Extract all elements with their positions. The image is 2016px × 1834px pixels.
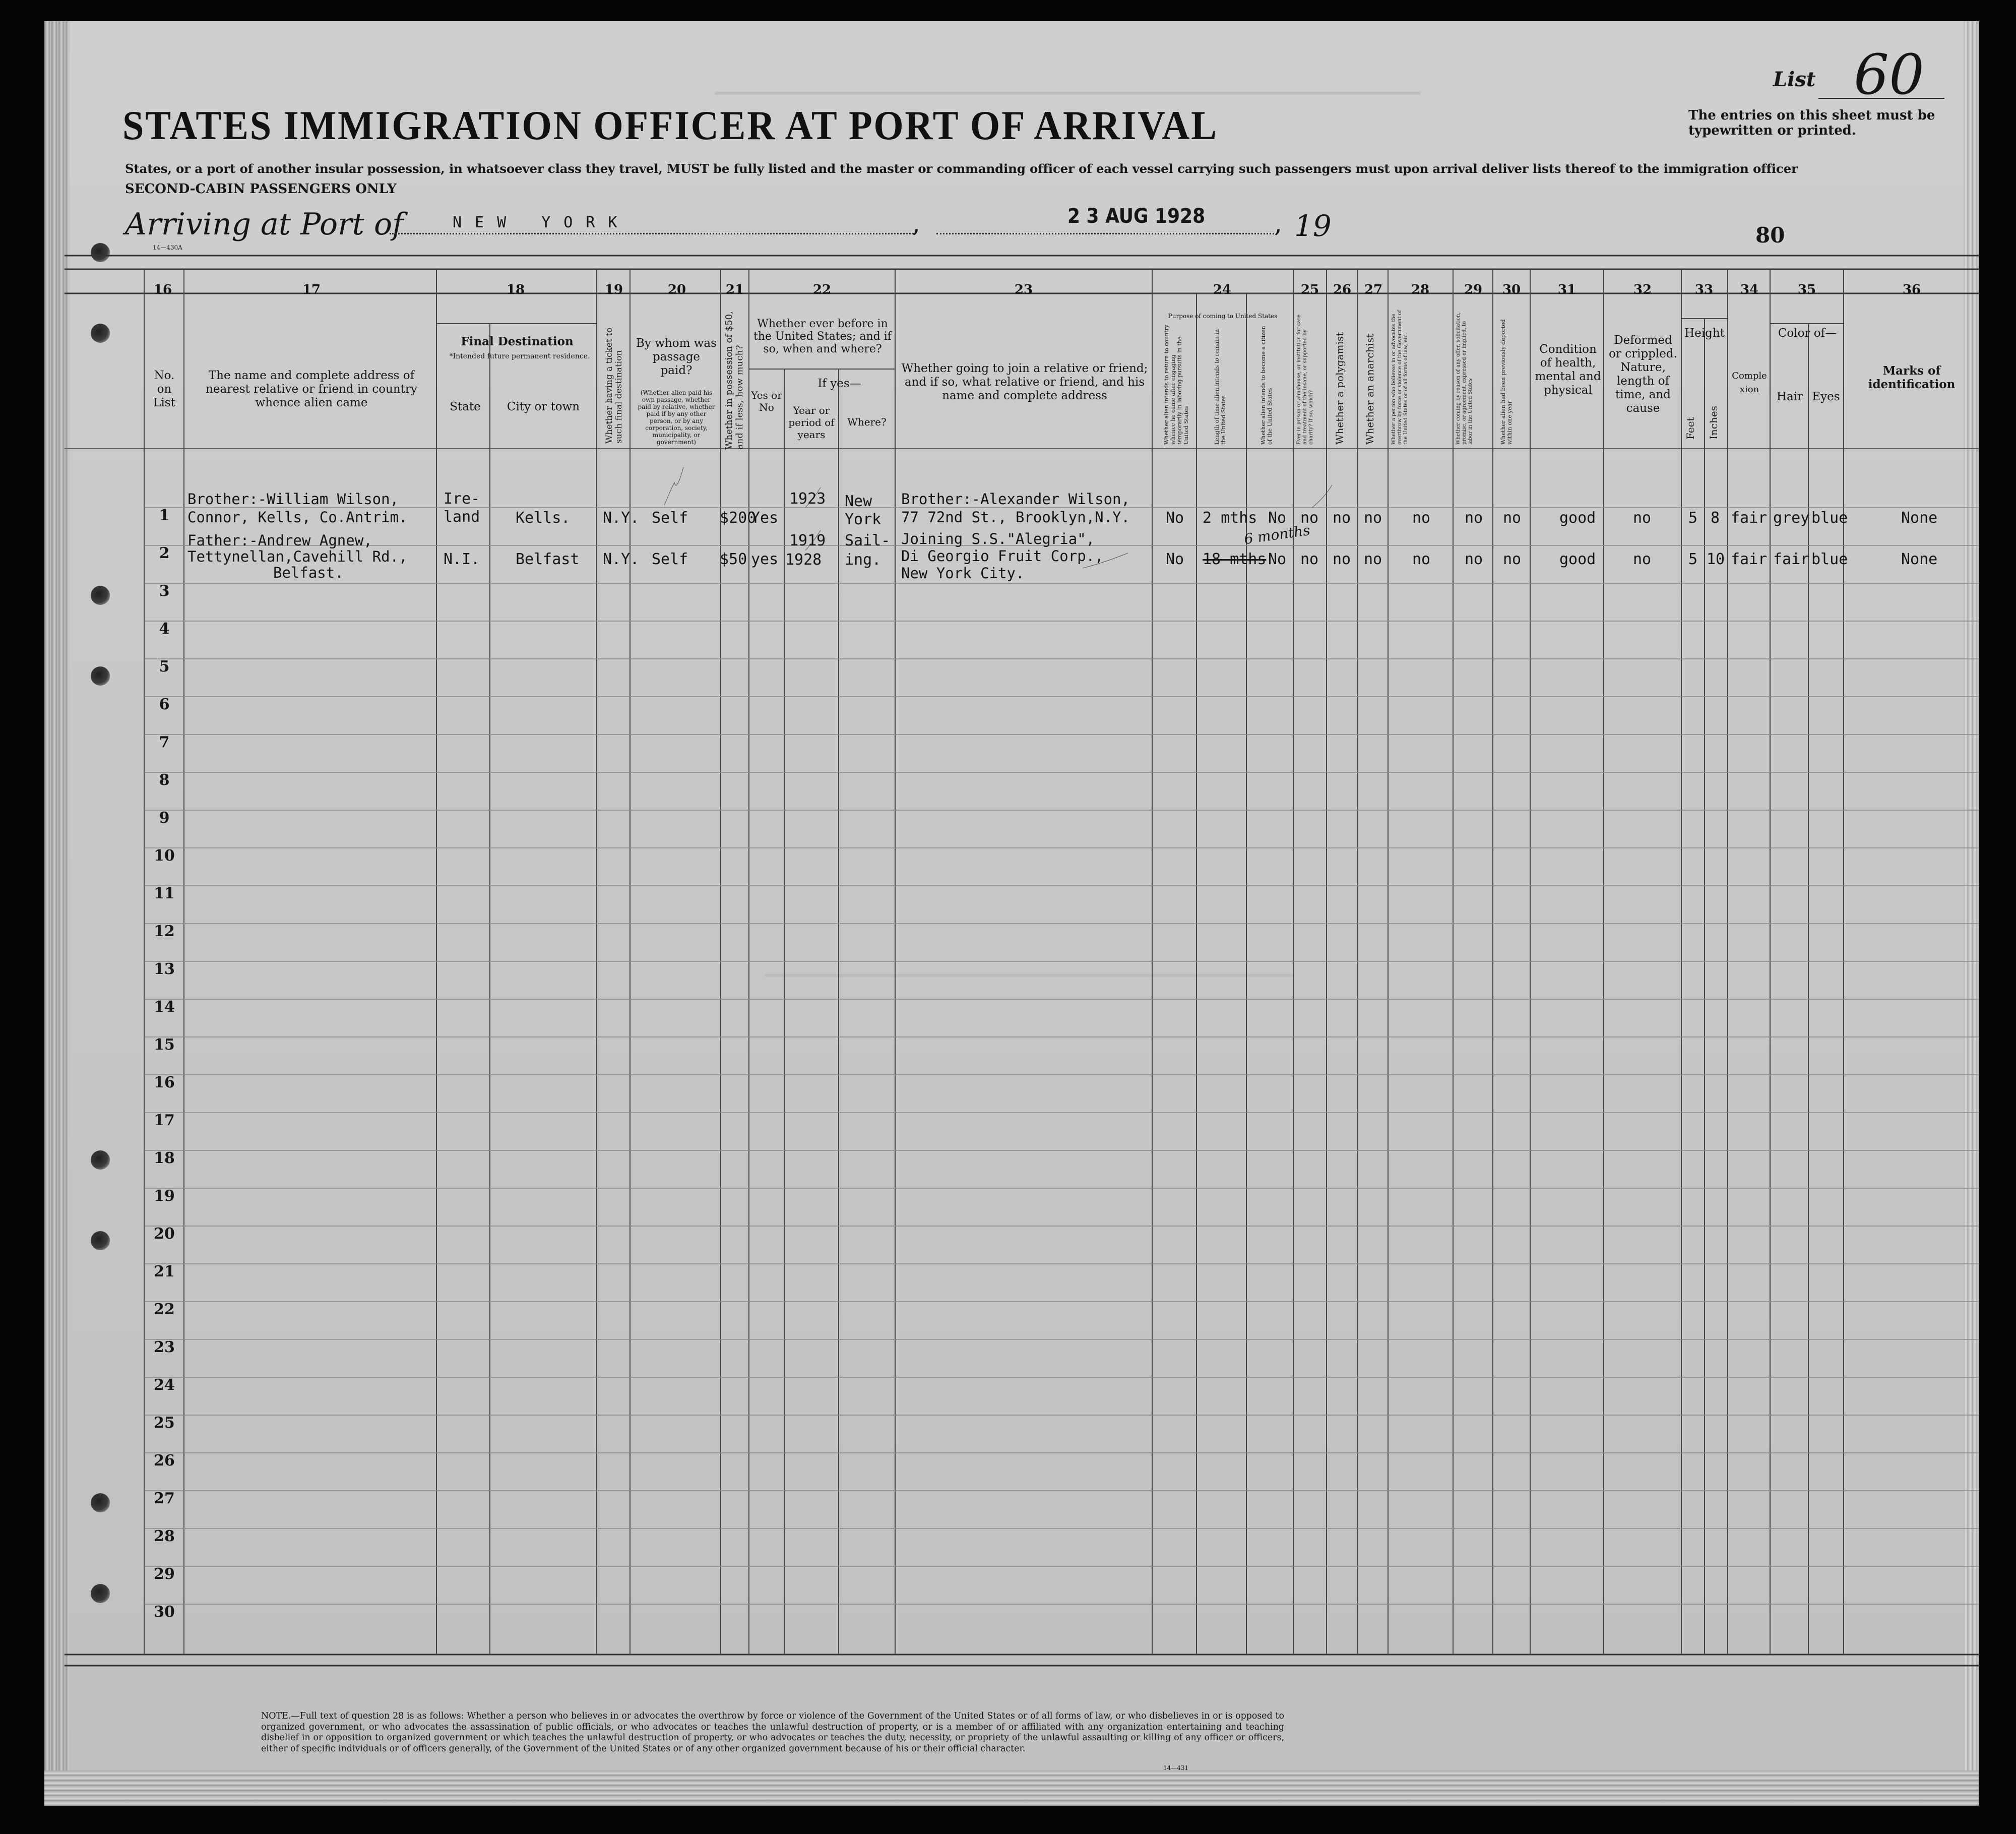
header-join-relative: Whether going to join a relative or friend; and if so, what relative or friend, and his name and complete address (901, 362, 1148, 402)
row-number: 21 (154, 1263, 175, 1280)
column-number: 33 (1694, 282, 1714, 297)
page-number: 80 (1755, 223, 1785, 248)
row-number: 1 (159, 507, 170, 524)
entry-2-join-line: Joining S.S."Alegria", (901, 530, 1095, 547)
year-prefix: 19 (1294, 209, 1332, 243)
header-state: State (450, 400, 481, 413)
row-number: 12 (154, 923, 175, 940)
entry-1-q28: no (1412, 509, 1431, 527)
entry-2-before-where (845, 531, 890, 570)
notice-line: States, or a port of another insular possession, in whatsoever class they travel, MUST be fully listed and the master or commanding officer of each vessel carrying such passengers must upon arrival deliver lists thereof to the immigration officer (125, 161, 1798, 176)
header-yes-or-no: Yes or No (751, 389, 782, 413)
entry-1-marks: None (1901, 509, 1938, 527)
header-prison: Ever in prison or almshouse, or institution for care and treatment of the insane, or supported by charity? If so, which? (1296, 314, 1314, 445)
row-number: 18 (154, 1149, 175, 1167)
footer-form-number: 14—431 (1163, 1764, 1189, 1771)
entry-1-join-line: Brother:-Alexander Wilson, (901, 491, 1130, 508)
entry-1-relative-line: Connor, Kells, Co.Antrim. (187, 509, 408, 526)
entry-2-before-year-line: 1919 (789, 532, 826, 549)
port-name: NEW YORK (453, 214, 631, 231)
entry-1-before-yes: Yes (751, 509, 779, 527)
column-number: 34 (1740, 282, 1759, 297)
row-number: 3 (159, 582, 170, 600)
entry-2-eyes: blue (1811, 551, 1848, 568)
header-money: Whether in possession of $50, and if less, how much? (724, 311, 745, 450)
entry-1-before-year: 1923 (789, 490, 826, 508)
entry-1-citizen: No (1268, 509, 1287, 527)
row-number: 6 (159, 696, 170, 713)
entry-2-city: Belfast (516, 551, 580, 568)
entry-2-prison: no (1300, 551, 1319, 568)
entry-2-paid-by: Self (652, 551, 688, 568)
entry-2-money: $50 (720, 551, 747, 568)
row-number: 19 (154, 1187, 175, 1205)
entry-2-ticket: N.Y. (603, 551, 640, 568)
cabin-class: SECOND-CABIN PASSENGERS ONLY (125, 181, 397, 197)
header-where: Where? (847, 416, 887, 428)
entry-1-complexion: fair (1731, 509, 1768, 527)
column-number: 25 (1300, 282, 1319, 297)
header-final-destination: Final Destination (461, 335, 574, 348)
arriving-label: Arriving at Port of (125, 207, 404, 242)
date-stamp: 2 3 AUG 1928 (1067, 205, 1206, 228)
row-number: 4 (159, 620, 170, 638)
entry-1-paid-by: Self (652, 509, 688, 527)
row-number: 8 (159, 771, 170, 789)
row-number: 14 (154, 998, 175, 1016)
row-number: 5 (159, 658, 170, 676)
row-number: 24 (154, 1376, 175, 1394)
row-number: 17 (154, 1112, 175, 1129)
column-number: 32 (1633, 282, 1652, 297)
form-title: STATES IMMIGRATION OFFICER AT PORT OF ARRIVAL (122, 102, 1218, 148)
entry-1-before-where-line: York (845, 511, 881, 528)
entry-1-health: good (1559, 509, 1596, 527)
entry-1-return: No (1166, 509, 1184, 527)
header-feet: Feet (1684, 417, 1696, 440)
entry-1-prison: no (1300, 509, 1319, 527)
entry-2-relative-line: Tettynellan,Cavehill Rd., (187, 548, 408, 565)
row-number: 2 (159, 544, 170, 562)
instructions-note: The entries on this sheet must be typewritten or printed. (1688, 108, 1935, 138)
row-number: 20 (154, 1225, 175, 1243)
row-number: 25 (154, 1414, 175, 1432)
column-number: 24 (1213, 282, 1232, 297)
list-number: 60 (1854, 42, 1924, 107)
entry-1-polygamist: no (1333, 509, 1351, 527)
column-number: 21 (725, 282, 744, 297)
header-passage-paid: By whom was passage paid? (636, 337, 717, 377)
entry-1-inches: 8 (1711, 509, 1720, 527)
entry-2-q28: no (1412, 551, 1431, 568)
column-number: 29 (1464, 282, 1483, 297)
header-marks: Marks of identification (1868, 364, 1956, 391)
entry-2-citizen: No (1268, 551, 1287, 568)
header-return-intent: Whether alien intends to return to country whence he came after engaging temporarily in laboring pursuits in the United States (1163, 324, 1189, 445)
header-citizen-intent: Whether alien intends to become a citizen of the United States (1260, 326, 1273, 445)
header-ticket: Whether having a ticket to such final destination (604, 327, 624, 444)
row-number: 27 (154, 1490, 175, 1507)
header-purpose: Purpose of coming to United States (1168, 313, 1278, 320)
column-number: 16 (153, 282, 172, 297)
entry-1-relative-line: Brother:-William Wilson, (187, 491, 399, 508)
entry-2-polygamist: no (1333, 551, 1351, 568)
header-if-yes: If yes— (817, 377, 861, 390)
column-number: 18 (506, 282, 525, 297)
footer-note-q28: NOTE.—Full text of question 28 is as follows: Whether a person who believes in or advocates the overthrow by force or violence of the Government of the United States or of all forms of law, or who disbelieves in or is opposed to organized government, or who advocates the assassination of public officials, or who advocates or teaches the unlawful destruction of property, or is a member of or affiliated with any organization entertaining and teaching disbelief in or opposition to organized government or which teaches the unlawful destruction of property, or who advocates or teaches the duty, necessity, or propriety of the unlawful assaulting or killing of any officer or officers, either of specific individuals or of officers generally, of the Government of the United States or of any other organized government because of his or their official character. (261, 1711, 1284, 1754)
entry-2-before-year-line: 1928 (785, 551, 822, 569)
entry-1-ticket: N.Y. (603, 509, 640, 527)
entry-1-anarchist: no (1364, 509, 1382, 527)
entry-2-before-year (785, 531, 826, 570)
entry-2-relative (187, 532, 408, 581)
row-number: 28 (154, 1527, 175, 1545)
entry-1-eyes: blue (1811, 509, 1848, 527)
column-number: 28 (1411, 282, 1430, 297)
entry-2-join (901, 530, 1104, 582)
header-labor-offer: Whether coming by reason of any offer, solicitation, promise, or agreement, expressed or implied, to labor in the United States (1456, 312, 1473, 445)
header-inches: Inches (1708, 406, 1720, 440)
header-nearest-relative: The name and complete address of nearest relative or friend in country whence alien came (206, 369, 417, 409)
header-deported: Whether alien had been previously deported within one year (1500, 319, 1513, 445)
entry-1-relative (187, 490, 408, 526)
entry-1-labor: no (1465, 509, 1483, 527)
header-passage-paid-note: (Whether alien paid his own passage, whether paid by relative, whether paid if by any other person, or by any corporation, society, municipality, or government) (638, 389, 715, 446)
entry-2-length: 18 mths (1203, 551, 1267, 568)
entry-1-before-where-line: New (845, 493, 872, 510)
entry-2-complexion: fair (1731, 551, 1768, 568)
header-q28: Whether a person who believes in or advocates the overthrow by force or violence of the Government of the United States or of all forms of law, etc. (1391, 310, 1409, 445)
column-number: 20 (667, 282, 686, 297)
entry-2-before-where-line: Sail- (845, 532, 891, 549)
entry-1-join-line: 77 72nd St., Brooklyn,N.Y. (901, 509, 1130, 526)
row-number: 26 (154, 1452, 175, 1470)
header-before-in-us: Whether ever before in the United States; and if so, when and where? (753, 318, 892, 355)
entry-1-length: 2 mths (1203, 509, 1257, 527)
entry-2-health: good (1559, 551, 1596, 568)
column-number: 27 (1364, 282, 1383, 297)
entry-2-marks: None (1901, 551, 1938, 568)
column-number: 36 (1902, 282, 1921, 297)
date-comma: , (1274, 209, 1282, 238)
header-deformed: Deformed or crippled. Nature, length of time, and cause (1609, 334, 1677, 415)
list-label: List (1773, 68, 1816, 91)
column-number: 23 (1014, 282, 1033, 297)
header-color-of: Color of— (1778, 327, 1837, 340)
entry-2-relative-line: Father:-Andrew Agnew, (187, 532, 372, 549)
header-anarchist: Whether an anarchist (1364, 333, 1376, 445)
column-number: 19 (604, 282, 623, 297)
manifest-sheet (44, 21, 1979, 1806)
header-no-on-list: No. on List (153, 369, 175, 409)
entry-1-deported: no (1503, 509, 1522, 527)
header-final-destination-note: *Intended future permanent residence. (449, 352, 590, 360)
entry-2-relative-line: Belfast. (273, 564, 344, 581)
row-number: 15 (154, 1036, 175, 1054)
column-number: 17 (302, 282, 321, 297)
column-number: 30 (1502, 282, 1521, 297)
entry-1-state-line: Ire- (444, 490, 480, 508)
header-hair: Hair (1776, 390, 1803, 403)
row-number: 23 (154, 1338, 175, 1356)
entry-2-labor: no (1465, 551, 1483, 568)
column-number: 35 (1797, 282, 1816, 297)
row-number: 10 (154, 847, 175, 865)
header-polygamist: Whether a polygamist (1334, 332, 1346, 445)
entry-1-money: $200 (720, 509, 757, 527)
row-number: 13 (154, 960, 175, 978)
entry-2-return: No (1166, 551, 1184, 568)
entry-1-feet: 5 (1688, 509, 1698, 527)
entry-2-hair: fair (1773, 551, 1810, 568)
row-number: 11 (154, 885, 175, 902)
entry-2-join-line: Di Georgio Fruit Corp., (901, 547, 1104, 565)
entry-2-inches: 10 (1707, 551, 1725, 568)
row-number: 9 (159, 809, 170, 827)
entry-1-before-where (845, 493, 881, 529)
header-complexion: Complexion (1732, 371, 1767, 395)
column-number: 26 (1333, 282, 1352, 297)
column-number: 22 (812, 282, 832, 297)
entry-2-deported: no (1503, 551, 1522, 568)
header-eyes: Eyes (1812, 390, 1840, 403)
entry-1-hair: grey (1773, 509, 1810, 527)
entry-2-before-yes: yes (751, 551, 779, 568)
header-city-or-town: City or town (507, 400, 580, 413)
row-number: 30 (154, 1603, 175, 1621)
entry-1-city: Kells. (516, 509, 571, 527)
entry-2-feet: 5 (1688, 551, 1698, 568)
entry-2-join-line: New York City. (901, 565, 1025, 582)
form-number: 14—430A (153, 244, 182, 251)
entry-1-state-line: land (444, 508, 480, 526)
header-length-of-stay: Length of time alien intends to remain in the United States (1214, 329, 1227, 445)
entry-2-before-where-line: ing. (845, 551, 881, 569)
header-year: Year or period of years (788, 404, 835, 441)
port-comma: , (912, 209, 920, 238)
entry-2-state: N.I. (444, 551, 480, 568)
header-health: Condition of health, mental and physical (1535, 343, 1601, 397)
entry-2-length-handwritten: 6 months (1243, 521, 1311, 548)
row-number: 7 (159, 733, 170, 751)
entry-1-state (444, 490, 480, 526)
column-number: 31 (1557, 282, 1577, 297)
entry-1-join (901, 490, 1130, 526)
row-number: 16 (154, 1074, 175, 1091)
entry-2-anarchist: no (1364, 551, 1382, 568)
entry-2-deformed: no (1633, 551, 1652, 568)
row-number: 22 (154, 1301, 175, 1318)
header-height: Height (1684, 327, 1725, 340)
entry-1-deformed: no (1633, 509, 1652, 527)
row-number: 29 (154, 1565, 175, 1583)
